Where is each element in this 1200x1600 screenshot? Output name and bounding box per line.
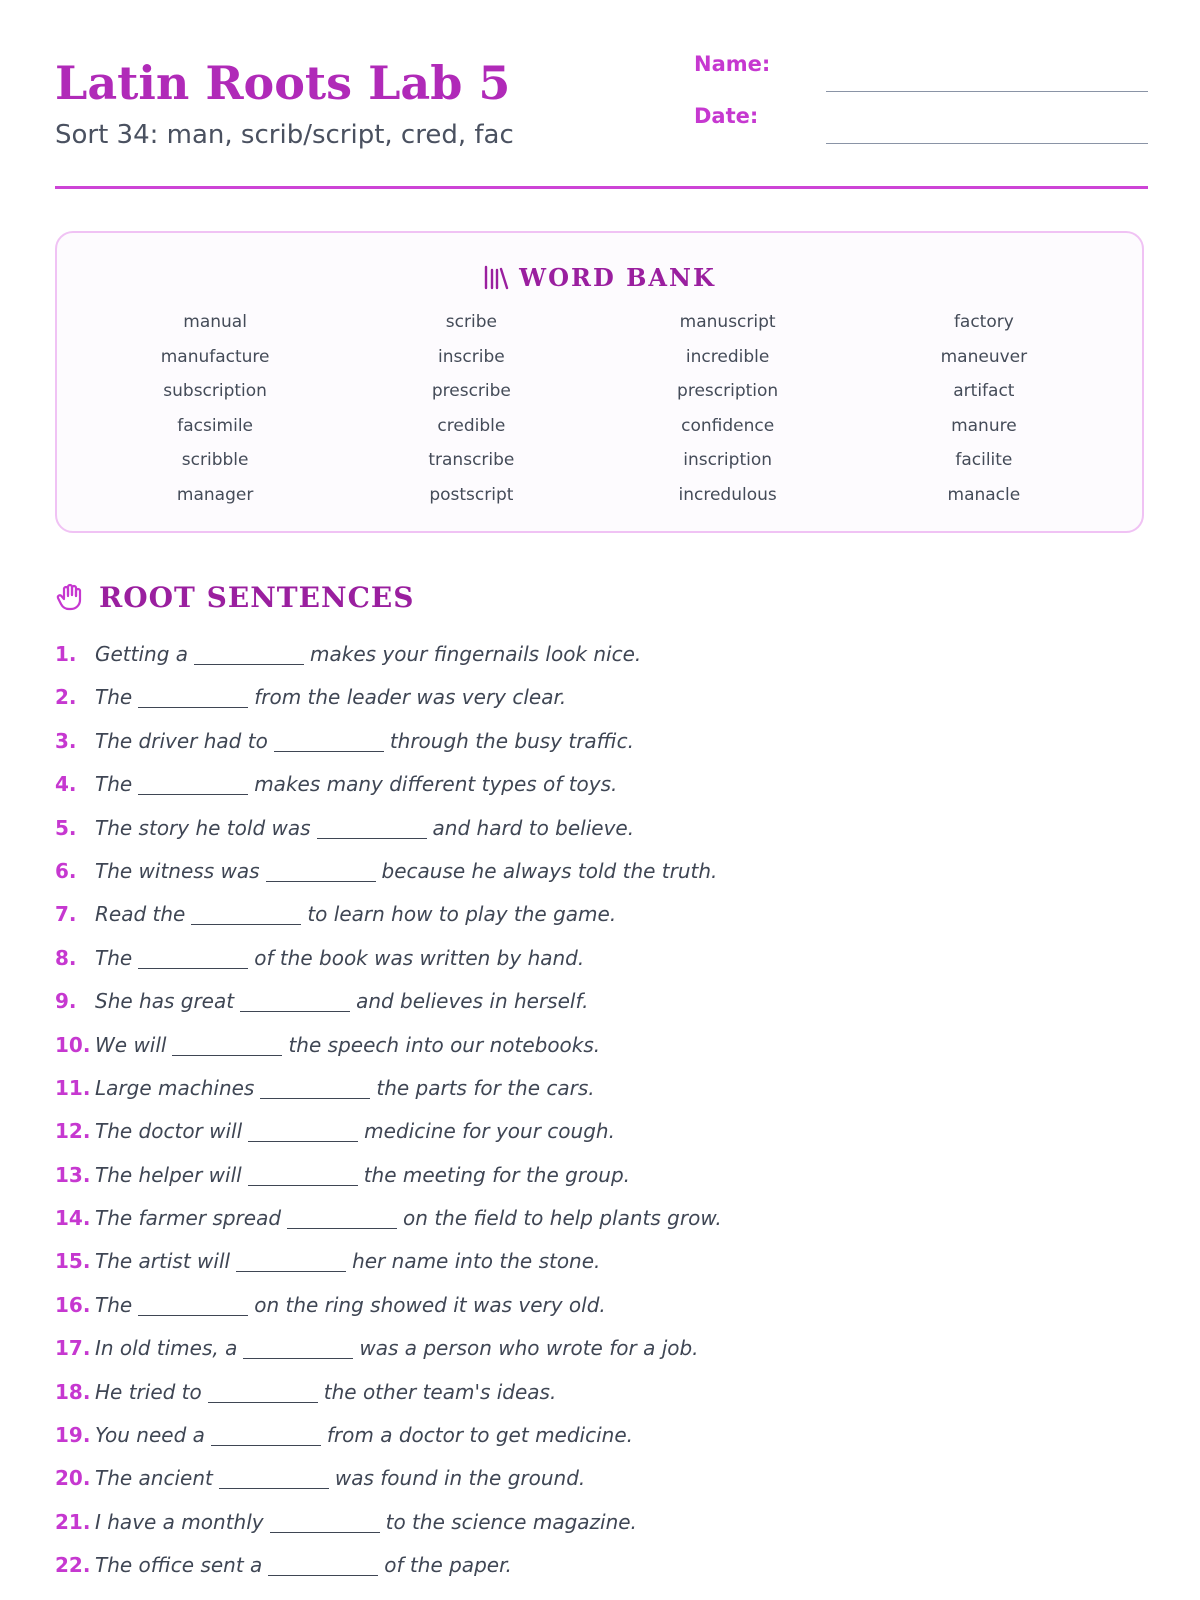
sentence-item — [55, 897, 722, 940]
sentence-text-before: The — [95, 1292, 133, 1317]
sentence-text-before: We will — [95, 1032, 167, 1057]
sentence-item — [55, 637, 722, 680]
answer-blank[interactable] — [274, 749, 384, 752]
sentence-text-after: the other team's ideas. — [323, 1379, 557, 1404]
sentence-text-before: The doctor will — [95, 1119, 243, 1144]
sentence-text-after: and hard to believe. — [432, 815, 635, 840]
sentence-text-after: from a doctor to get medicine. — [326, 1423, 633, 1448]
header-divider — [55, 186, 1148, 189]
answer-blank[interactable] — [172, 1053, 282, 1056]
page-subtitle: Sort 34: man, scrib/script, cred, fac — [55, 120, 514, 150]
sentence-text-before: The — [95, 772, 133, 797]
sentence-text-before: The helper will — [95, 1162, 242, 1187]
sentence-text-after: on the field to help plants grow. — [403, 1206, 722, 1231]
sentence-item — [55, 1244, 722, 1287]
date-label: Date: — [694, 104, 759, 128]
books-icon — [483, 264, 509, 290]
sentence-number: 20. — [55, 1466, 91, 1491]
sentence-number: 22. — [55, 1553, 91, 1578]
word-bank-item: facsimile — [177, 415, 254, 436]
word-bank-item: manacle — [947, 484, 1021, 505]
sentence-text-before: The — [95, 945, 133, 970]
root-sentences-title: ROOT SENTENCES — [99, 581, 415, 614]
sentence-number: 8. — [55, 945, 77, 970]
sentence-number: 10. — [55, 1032, 91, 1057]
word-bank-item: inscription — [683, 450, 773, 470]
date-field[interactable] — [826, 143, 1148, 144]
sentence-item — [55, 1201, 722, 1244]
answer-blank[interactable] — [260, 1096, 370, 1099]
word-bank-item: incredulous — [678, 484, 777, 505]
sentence-number: 19. — [55, 1423, 91, 1448]
sentence-text-before: Read the — [95, 902, 186, 927]
word-bank-item: incredible — [685, 346, 770, 367]
answer-blank[interactable] — [248, 1183, 358, 1186]
sentence-text-before: Large machines — [95, 1075, 255, 1100]
word-bank-grid — [87, 305, 1112, 512]
sentence-text-after: medicine for your cough. — [364, 1119, 615, 1144]
answer-blank[interactable] — [236, 1269, 346, 1272]
sentence-item — [55, 1158, 722, 1201]
sentence-number: 4. — [55, 772, 77, 797]
word-bank-item: factory — [953, 312, 1014, 332]
sentence-number: 3. — [55, 728, 77, 753]
answer-blank[interactable] — [270, 1530, 380, 1533]
sentence-item — [55, 941, 722, 984]
sentence-text-before: The witness was — [95, 858, 260, 883]
word-bank-item: maneuver — [940, 346, 1028, 367]
sentence-text-after: the speech into our notebooks. — [288, 1032, 601, 1057]
name-field[interactable] — [826, 91, 1148, 92]
sentence-text-after: to learn how to play the game. — [307, 902, 617, 927]
answer-blank[interactable] — [268, 1573, 378, 1576]
answer-blank[interactable] — [138, 966, 248, 969]
sentence-number: 9. — [55, 989, 77, 1014]
answer-blank[interactable] — [317, 836, 427, 839]
sentence-text-before: In old times, a — [95, 1336, 238, 1361]
sentence-text-after: from the leader was very clear. — [254, 685, 567, 710]
sentence-item — [55, 1331, 722, 1374]
answer-blank[interactable] — [194, 662, 304, 665]
answer-blank[interactable] — [191, 922, 301, 925]
sentence-text-after: makes many different types of toys. — [254, 772, 618, 797]
sentence-text-after: makes your fingernails look nice. — [310, 642, 642, 666]
answer-blank[interactable] — [219, 1486, 329, 1489]
answer-blank[interactable] — [138, 792, 248, 795]
sentence-number: 6. — [55, 858, 77, 883]
sentence-text-after: was found in the ground. — [334, 1466, 586, 1491]
sentence-number: 21. — [55, 1509, 91, 1534]
answer-blank[interactable] — [240, 1009, 350, 1012]
word-bank-item: confidence — [681, 415, 775, 436]
answer-blank[interactable] — [138, 705, 248, 708]
name-label: Name: — [694, 52, 771, 76]
sentence-text-after: because he always told the truth. — [381, 858, 718, 883]
answer-blank[interactable] — [211, 1443, 321, 1446]
sentence-item — [55, 984, 722, 1027]
sentence-number: 7. — [55, 902, 77, 927]
word-bank-item: postscript — [429, 484, 514, 505]
sentence-item — [55, 767, 722, 810]
answer-blank[interactable] — [266, 879, 376, 882]
root-sentences-heading — [55, 581, 414, 614]
answer-blank[interactable] — [138, 1313, 248, 1316]
sentence-number: 12. — [55, 1119, 91, 1144]
sentence-text-before: The artist will — [95, 1249, 231, 1274]
sentence-item — [55, 1288, 722, 1331]
sentence-number: 16. — [55, 1292, 91, 1317]
sentence-number: 11. — [55, 1075, 91, 1100]
sentence-text-after: the meeting for the group. — [363, 1162, 631, 1187]
name-row — [694, 52, 1148, 92]
sentence-item — [55, 811, 722, 854]
sentence-number: 5. — [55, 815, 77, 840]
word-bank-item: manager — [176, 484, 254, 505]
word-bank-item: prescribe — [431, 381, 511, 401]
sentence-text-after: of the book was written by hand. — [254, 945, 585, 970]
sentence-text-before: Getting a — [95, 642, 189, 666]
sentence-item — [55, 1461, 722, 1504]
sentence-item — [55, 1548, 722, 1591]
sentence-number: 1. — [55, 642, 77, 666]
word-bank-item: manual — [183, 312, 247, 332]
sentence-text-after: of the paper. — [384, 1553, 512, 1578]
sentence-text-after: on the ring showed it was very old. — [254, 1292, 606, 1317]
sentence-number: 13. — [55, 1162, 91, 1187]
sentence-number: 17. — [55, 1336, 91, 1361]
word-bank-heading — [57, 263, 1142, 292]
sentence-number: 15. — [55, 1249, 91, 1274]
sentence-item — [55, 1418, 722, 1461]
answer-blank[interactable] — [208, 1400, 318, 1403]
sentence-text-before: The driver had to — [95, 728, 268, 753]
sentence-item — [55, 1505, 722, 1548]
sentence-text-before: He tried to — [95, 1379, 202, 1404]
sentence-item — [55, 1028, 722, 1071]
word-bank-title: WORD BANK — [519, 263, 716, 292]
sentence-text-after: through the busy traffic. — [389, 728, 635, 753]
sentence-text-before: The farmer spread — [95, 1206, 282, 1231]
sentence-item — [55, 1071, 722, 1114]
sentence-text-before: The office sent a — [95, 1553, 263, 1578]
sentence-text-after: and believes in herself. — [356, 989, 589, 1014]
answer-blank[interactable] — [287, 1226, 397, 1229]
sentence-number: 14. — [55, 1206, 91, 1231]
sentence-number: 18. — [55, 1379, 91, 1404]
sentence-text-after: the parts for the cars. — [376, 1075, 595, 1100]
sentence-text-after: her name into the stone. — [352, 1249, 601, 1274]
sentence-text-before: You need a — [95, 1423, 205, 1448]
worksheet-page — [55, 0, 1148, 1600]
sentence-text-before: The ancient — [95, 1466, 213, 1491]
word-bank-item: manuscript — [679, 312, 776, 332]
word-bank-item: prescription — [677, 381, 779, 401]
sentence-text-after: to the science magazine. — [385, 1509, 637, 1534]
hand-icon — [55, 581, 87, 613]
sentence-item — [55, 724, 722, 767]
date-row — [694, 104, 1148, 144]
word-bank-item: manure — [951, 415, 1017, 436]
word-bank-item: transcribe — [428, 450, 515, 470]
word-bank-item: manufacture — [160, 346, 270, 367]
word-bank-item: facilite — [955, 450, 1013, 470]
sentence-item — [55, 1375, 722, 1418]
word-bank-item: artifact — [953, 381, 1015, 401]
answer-blank[interactable] — [248, 1139, 358, 1142]
word-bank — [55, 231, 1144, 533]
answer-blank[interactable] — [243, 1356, 353, 1359]
word-bank-item: scribe — [445, 312, 497, 332]
word-bank-item: credible — [437, 415, 506, 436]
word-bank-item: subscription — [163, 381, 267, 401]
word-bank-item: inscribe — [438, 346, 505, 367]
page-title: Latin Roots Lab 5 — [55, 56, 511, 110]
sentence-item — [55, 680, 722, 723]
sentence-text-after: was a person who wrote for a job. — [359, 1336, 699, 1361]
sentence-text-before: She has great — [95, 989, 235, 1014]
sentence-number: 2. — [55, 685, 77, 710]
sentence-text-before: The story he told was — [95, 815, 311, 840]
sentence-item — [55, 854, 722, 897]
sentence-list — [55, 637, 722, 1592]
word-bank-item: scribble — [181, 450, 249, 470]
sentence-item — [55, 1114, 722, 1157]
sentence-text-before: I have a monthly — [95, 1509, 264, 1534]
sentence-text-before: The — [95, 685, 133, 710]
